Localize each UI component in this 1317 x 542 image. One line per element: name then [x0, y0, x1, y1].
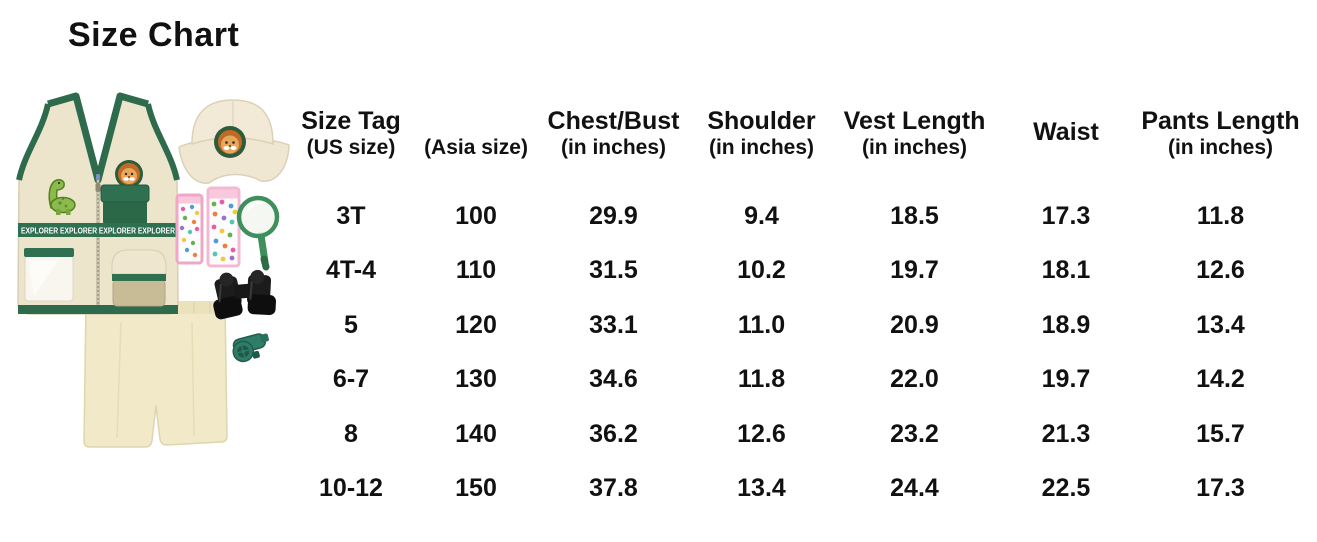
table-row — [292, 462, 1300, 517]
cell-pants-length: 11.8 — [1196, 201, 1245, 230]
size-table-header — [292, 100, 1300, 162]
cell-waist: 21.3 — [1041, 419, 1091, 448]
cell-vest-length: 23.2 — [890, 419, 939, 448]
cell-asia-size: 100 — [455, 201, 497, 230]
page-title: Size Chart — [68, 16, 240, 54]
cell-pants-length: 17.3 — [1196, 474, 1245, 503]
column-label: Vest Length — [843, 107, 986, 135]
column-header-shoulder — [685, 100, 838, 162]
cell-waist: 19.7 — [1041, 365, 1091, 394]
cell-waist: 22.5 — [1041, 474, 1091, 503]
khaki-pocket — [112, 250, 166, 306]
cell-asia-size: 120 — [455, 310, 497, 339]
cell-shoulder: 13.4 — [737, 474, 786, 503]
column-sublabel: (US size) — [306, 136, 396, 159]
cell-asia-size: 110 — [455, 256, 497, 285]
column-label: Size Tag — [301, 107, 401, 135]
cell-size-tag: 10-12 — [319, 474, 383, 503]
shorts-illustration — [84, 302, 227, 447]
cell-vest-length: 20.9 — [890, 310, 939, 339]
cell-size-tag: 3T — [336, 201, 366, 230]
column-sublabel: (Asia size) — [424, 136, 528, 159]
hat-illustration — [179, 100, 289, 183]
cell-chest: 37.8 — [589, 474, 638, 503]
cell-chest: 34.6 — [589, 365, 638, 394]
cell-waist: 18.9 — [1041, 310, 1091, 339]
cell-vest-length: 18.5 — [890, 201, 939, 230]
column-label: Pants Length — [1141, 107, 1300, 135]
table-row — [292, 244, 1300, 299]
cell-pants-length: 12.6 — [1196, 256, 1245, 285]
cell-chest: 33.1 — [589, 310, 638, 339]
cell-asia-size: 150 — [455, 474, 497, 503]
column-sublabel: (in inches) — [560, 136, 666, 159]
column-label: Waist — [1033, 118, 1099, 146]
column-header-asia-size — [410, 100, 542, 162]
explorer-band-text: EXPLORER EXPLORER EXPLORER EXPLORER — [21, 226, 176, 236]
column-header-pants-length — [1141, 100, 1300, 162]
column-sublabel: (in inches) — [861, 136, 967, 159]
column-label: Shoulder — [707, 107, 816, 135]
cell-waist: 18.1 — [1041, 256, 1091, 285]
table-row — [292, 298, 1300, 353]
cell-vest-length: 19.7 — [890, 256, 939, 285]
cell-chest: 29.9 — [589, 201, 638, 230]
cell-size-tag: 5 — [344, 310, 358, 339]
column-header-vest-length — [838, 100, 991, 162]
column-header-size-tag — [292, 100, 410, 162]
cell-size-tag: 8 — [344, 419, 358, 448]
cell-pants-length: 13.4 — [1196, 310, 1245, 339]
cell-shoulder: 12.6 — [737, 419, 786, 448]
cell-asia-size: 130 — [455, 365, 497, 394]
cell-waist: 17.3 — [1041, 201, 1091, 230]
zipper-pull — [96, 183, 101, 192]
size-table-body — [292, 189, 1300, 516]
cell-shoulder: 11.0 — [737, 310, 786, 339]
cell-chest: 31.5 — [589, 256, 638, 285]
cell-asia-size: 140 — [455, 419, 497, 448]
table-row — [292, 407, 1300, 462]
column-label: Chest/Bust — [547, 107, 680, 135]
column-header-chest-bust — [542, 100, 685, 162]
table-row — [292, 353, 1300, 408]
cell-shoulder: 10.2 — [737, 256, 786, 285]
binoculars-illustration — [210, 268, 278, 320]
column-sublabel: (in inches) — [708, 136, 814, 159]
cell-vest-length: 24.4 — [890, 474, 939, 503]
vest-illustration — [18, 96, 178, 314]
cell-size-tag: 6-7 — [332, 365, 370, 394]
size-table — [292, 100, 1300, 516]
cell-shoulder: 11.8 — [737, 365, 786, 394]
sticker-sheets — [177, 188, 239, 266]
table-row — [292, 189, 1300, 244]
whistle-illustration — [230, 332, 273, 364]
product-photo — [4, 90, 294, 465]
lion-patch — [115, 160, 143, 188]
clear-pocket — [24, 248, 74, 301]
cell-size-tag: 4T-4 — [325, 256, 377, 285]
cell-pants-length: 14.2 — [1196, 365, 1245, 394]
vest-chest-pocket — [101, 185, 149, 225]
cell-pants-length: 15.7 — [1196, 419, 1245, 448]
column-sublabel: (in inches) — [1167, 136, 1273, 159]
column-header-waist — [991, 100, 1141, 162]
hat-lion-patch — [214, 126, 246, 158]
cell-vest-length: 22.0 — [890, 365, 939, 394]
explorer-band — [18, 223, 178, 237]
cell-shoulder: 9.4 — [744, 201, 779, 230]
cell-chest: 36.2 — [589, 419, 638, 448]
magnifying-glass-illustration — [239, 198, 277, 267]
